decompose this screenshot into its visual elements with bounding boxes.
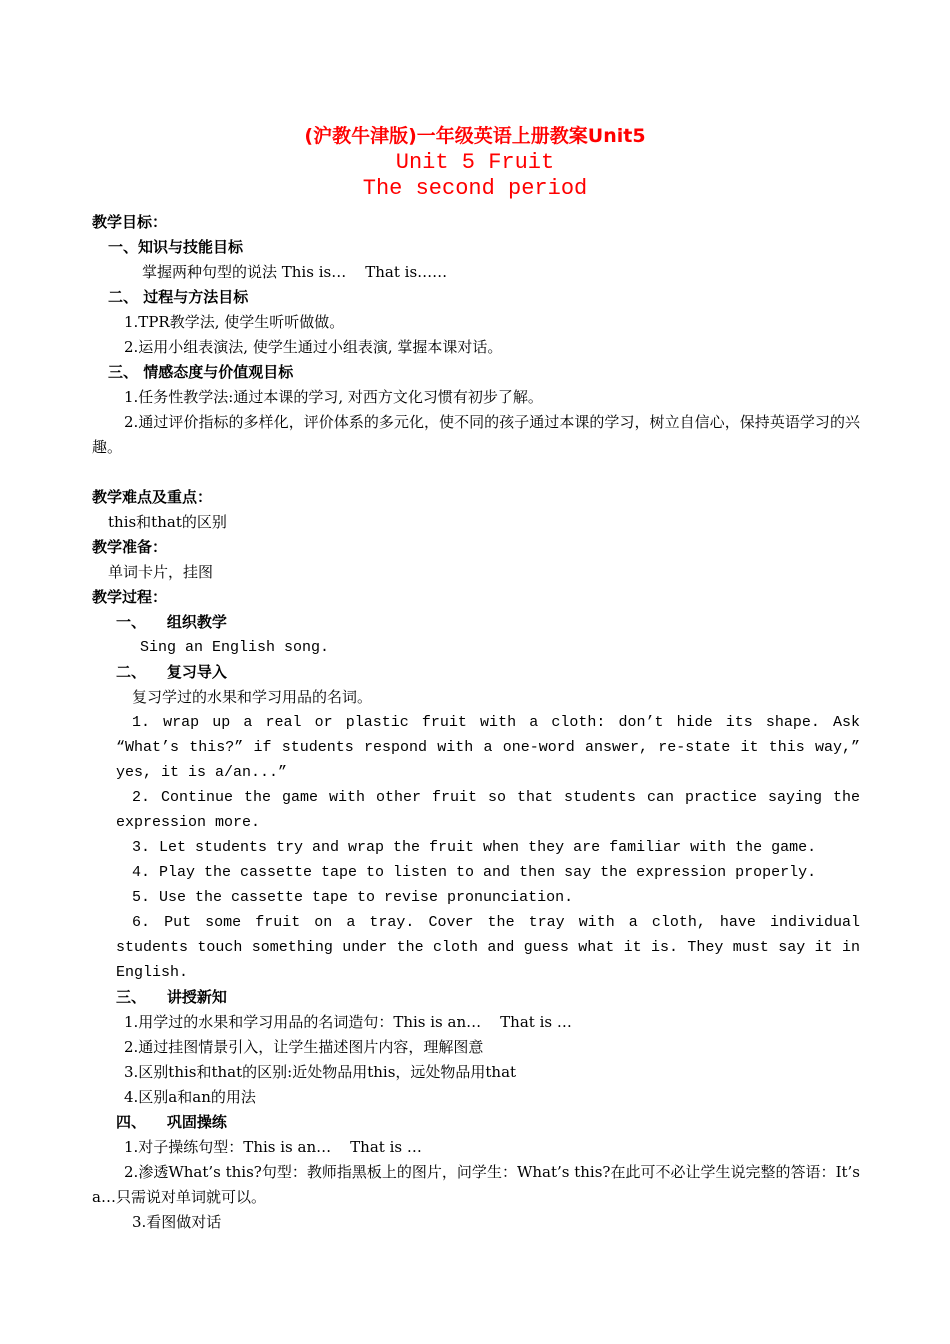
process-3-heading: 三、 讲授新知 (116, 988, 227, 1006)
prep-text: 单词卡片，挂图 (108, 563, 214, 581)
objective-2-item-2: 2.运用小组表演法, 使学生通过小组表演, 掌握本课对话。 (124, 338, 503, 356)
objective-1-heading: 一、知识与技能目标 (108, 238, 244, 256)
title-block (0, 122, 950, 202)
process-2-item-6: 6. Put some fruit on a tray. Cover the tray with a cloth, have individual students touch something under the cloth and guess what it is. They must say it in English. (116, 914, 870, 981)
process-2-item-2: 2. Continue the game with other fruit so that students can practice saying the expression more. (116, 789, 870, 831)
process-2-item-1: 1. wrap up a real or plastic fruit with a cloth: don’t hide its shape. Ask “What’s this?” if students respond with a one-word answer, re-state it this way,” yes, it is a/an...” (116, 714, 870, 781)
objective-3-heading: 三、 情感态度与价值观目标 (108, 363, 294, 381)
process-4-item-2: 2.渗透What’s this?句型：教师指黑板上的图片，问学生：What’s this?在此可不必让学生说完整的答语：It’s a…只需说对单词就可以。 (92, 1163, 865, 1206)
objective-2-item-1: 1.TPR教学法, 使学生听听做做。 (124, 313, 345, 331)
objective-3-item-2: 2.通过评价指标的多样化，评价体系的多元化，使不同的孩子通过本课的学习，树立自信心，保持英语学习的兴趣。 (92, 413, 860, 456)
process-3-item-4: 4.区别a和an的用法 (124, 1088, 256, 1106)
unit-title: Unit 5 Fruit (395, 150, 555, 175)
process-2-item-4: 4. Play the cassette tape to listen to and then say the expression properly. (132, 864, 817, 881)
process-1-heading: 一、 组织教学 (116, 613, 227, 631)
document-title: (沪教牛津版)一年级英语上册教案Unit5 (304, 125, 646, 147)
process-2-item-3: 3. Let students try and wrap the fruit when they are familiar with the game. (132, 839, 817, 856)
process-4-heading: 四、 巩固操练 (116, 1113, 227, 1131)
process-3-item-2: 2.通过挂图情景引入，让学生描述图片内容，理解图意 (124, 1038, 484, 1056)
process-heading: 教学过程： (92, 588, 168, 606)
process-2-heading: 二、 复习导入 (116, 663, 227, 681)
process-1-text: Sing an English song. (140, 639, 330, 656)
process-4-item-3: 3.看图做对话 (132, 1213, 222, 1231)
prep-heading: 教学准备： (92, 538, 168, 556)
document-body (92, 210, 870, 1235)
process-2-intro: 复习学过的水果和学习用品的名词。 (132, 688, 373, 706)
objective-2-heading: 二、 过程与方法目标 (108, 288, 249, 306)
objective-3-item-1: 1.任务性教学法:通过本课的学习, 对西方文化习惯有初步了解。 (124, 388, 543, 406)
process-3-item-3: 3.区别this和that的区别:近处物品用this，远处物品用that (124, 1063, 517, 1081)
process-2-item-5: 5. Use the cassette tape to revise pronunciation. (132, 889, 574, 906)
difficulty-heading: 教学难点及重点： (92, 488, 213, 506)
objective-1-text: 掌握两种句型的说法 This is… That is…… (142, 263, 448, 281)
objectives-heading: 教学目标： (92, 213, 168, 231)
difficulty-text: this和that的区别 (108, 513, 227, 531)
period-title: The second period (362, 176, 588, 201)
process-4-item-1: 1.对子操练句型：This is an… That is … (124, 1138, 422, 1156)
process-3-item-1: 1.用学过的水果和学习用品的名词造句：This is an… That is … (124, 1013, 572, 1031)
